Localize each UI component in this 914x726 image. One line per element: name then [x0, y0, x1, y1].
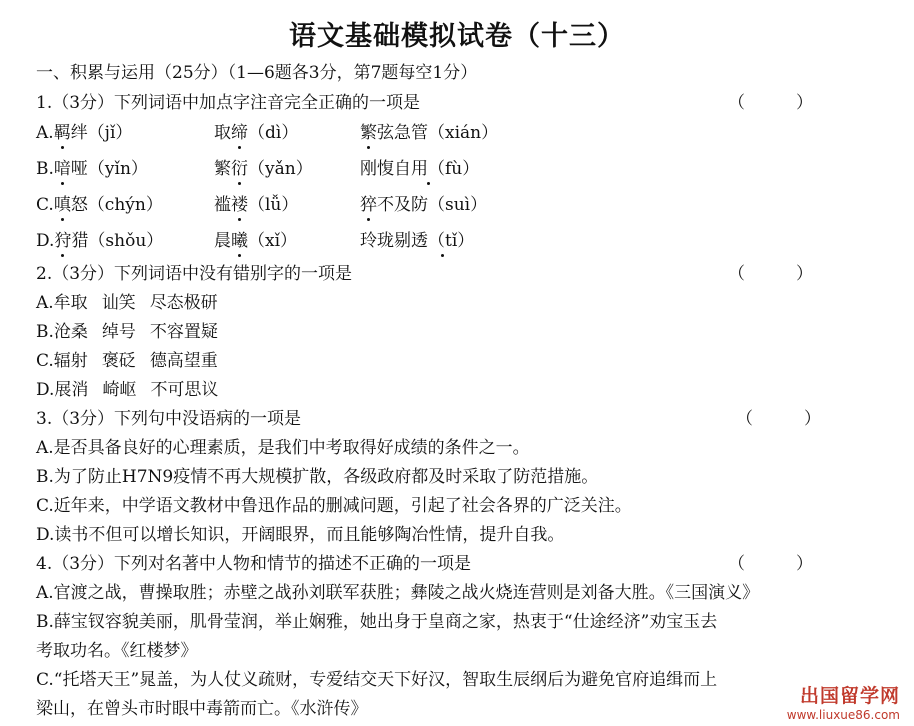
q1-option-c-word2: 褴褛（lǚ）: [214, 195, 299, 215]
q3-option-a: A.是否具备良好的心理素质，是我们中考取得好成绩的条件之一。: [36, 438, 530, 458]
q2-option-b: B.沧桑 绰号 不容置疑: [36, 322, 218, 342]
q2-answer-paren: （ ）: [728, 264, 813, 284]
q1-option-d: D.狩猎（shǒu）: [36, 231, 164, 251]
q1-option-c: C.嗔怒（chýn）: [36, 195, 163, 215]
q2-stem: 2.（3分）下列词语中没有错别字的一项是: [36, 264, 353, 284]
q1-option-d-word2: 晨曦（xǐ）: [214, 231, 298, 251]
q3-option-d: D.读书不但可以增长知识，开阔眼界，而且能够陶冶性情，提升自我。: [36, 525, 565, 545]
q2-option-c: C.辐射 褒砭 德高望重: [36, 351, 218, 371]
watermark-url: www.liuxue86.com: [786, 708, 900, 722]
q1-option-d-word3: 玲珑剔透（tǐ）: [360, 231, 475, 251]
q4-option-c-line2: 梁山，在曾头市时眼中毒箭而亡。《水浒传》: [36, 699, 368, 719]
q4-option-b-line2: 考取功名。《红楼梦》: [36, 641, 198, 661]
q4-stem: 4.（3分）下列对名著中人物和情节的描述不正确的一项是: [36, 554, 472, 574]
page-title: 语文基础模拟试卷（十三）: [289, 21, 625, 52]
q2-option-a: A.牟取 讪笑 尽态极研: [36, 293, 218, 313]
q1-answer-paren: （ ）: [728, 93, 813, 113]
section-heading: 一、积累与运用（25分）（1—6题各3分，第7题每空1分）: [36, 63, 478, 83]
q4-answer-paren: （ ）: [728, 554, 813, 574]
q1-option-a-word3: 繁弦急管（xián）: [360, 123, 499, 143]
q4-option-a: A.官渡之战，曹操取胜；赤壁之战孙刘联军获胜；彝陵之战火烧连营则是刘备大胜。《三国演义》: [36, 583, 760, 603]
q1-option-a-word2: 取缔（dì）: [214, 123, 299, 143]
q1-stem: 1.（3分）下列词语中加点字注音完全正确的一项是: [36, 93, 421, 113]
site-watermark: [787, 681, 900, 722]
q4-option-c-line1: C.“托塔天王”晁盖，为人仗义疏财，专爱结交天下好汉，智取生辰纲后为避免官府追缉而上: [36, 670, 718, 690]
watermark-site-name: 出国留学网: [799, 685, 900, 707]
q1-option-c-word3: 猝不及防（suì）: [360, 195, 488, 215]
q2-option-d: D.展消 崎岖 不可思议: [36, 380, 219, 400]
q1-option-a: A.羁绊（jǐ）: [36, 123, 133, 143]
q3-answer-paren: （ ）: [736, 409, 821, 429]
q1-option-b: B.喑哑（yǐn）: [36, 159, 148, 179]
q1-option-b-word2: 繁衍（yǎn）: [214, 159, 313, 179]
q4-option-b-line1: B.薛宝钗容貌美丽，肌骨莹润，举止娴雅，她出身于皇商之家，热衷于“仕途经济”劝宝玉去: [36, 612, 718, 632]
q1-option-b-word3: 刚愎自用（fù）: [360, 159, 480, 179]
q3-option-b: B.为了防止H7N9疫情不再大规模扩散，各级政府都及时采取了防范措施。: [36, 467, 599, 487]
q3-stem: 3.（3分）下列句中没语病的一项是: [36, 409, 302, 429]
q3-option-c: C.近年来，中学语文教材中鲁迅作品的删减问题，引起了社会各界的广泛关注。: [36, 496, 632, 516]
